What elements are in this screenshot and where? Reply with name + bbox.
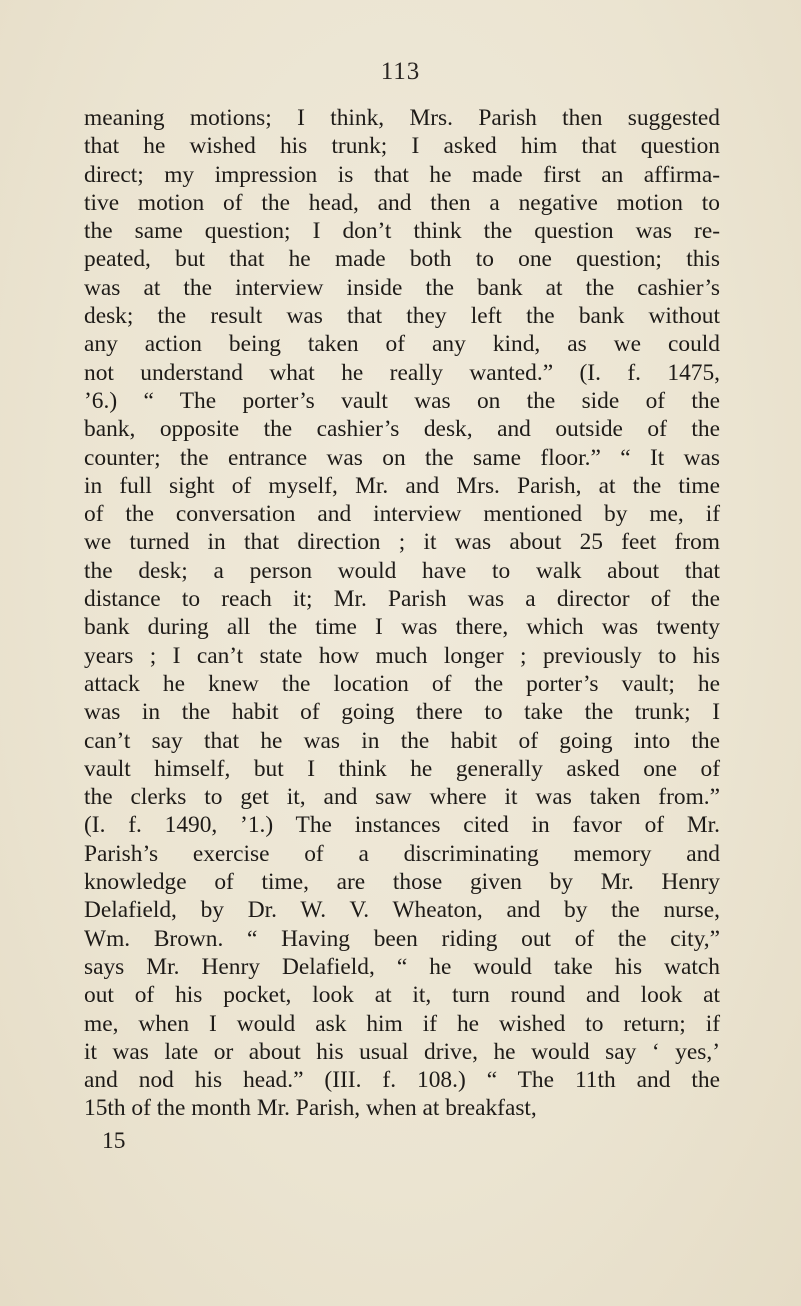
text-line: the same question; I don’t think the question was re- [84, 218, 720, 245]
text-line: years ; I can’t state how much longer ; previously to his [84, 642, 720, 669]
text-line: was at the interview inside the bank at the cashier’s [84, 274, 720, 301]
body-text [84, 104, 720, 1123]
text-line: in full sight of myself, Mr. and Mrs. Parish, at the time [84, 472, 720, 499]
text-line: the clerks to get it, and saw where it was taken from.” [84, 784, 720, 811]
text-line: bank, opposite the cashier’s desk, and outside of the [84, 416, 720, 443]
text-line: the desk; a person would have to walk about that [84, 557, 720, 584]
page-number: 113 [380, 58, 421, 85]
text-line: distance to reach it; Mr. Parish was a director of the [84, 586, 720, 613]
text-line: was in the habit of going there to take the trunk; I [84, 699, 720, 726]
text-line: attack he knew the location of the porter’s vault; he [84, 670, 720, 697]
signature-mark: 15 [102, 1128, 126, 1154]
text-line: Parish’s exercise of a discriminating memory and [84, 840, 720, 867]
text-line: that he wished his trunk; I asked him that question [84, 133, 720, 160]
text-line: we turned in that direction ; it was about 25 feet from [84, 529, 720, 556]
text-line: tive motion of the head, and then a negative motion to [84, 189, 720, 216]
text-line: (I. f. 1490, ’1.) The instances cited in favor of Mr. [84, 812, 720, 839]
text-line: Delafield, by Dr. W. V. Wheaton, and by the nurse, [84, 897, 720, 924]
text-line: not understand what he really wanted.” (I. f. 1475, [84, 359, 720, 386]
text-line: out of his pocket, look at it, turn round and look at [84, 982, 720, 1009]
text-line: knowledge of time, are those given by Mr. Henry [84, 869, 720, 896]
text-line: counter; the entrance was on the same floor.” “ It was [84, 444, 720, 471]
text-line: says Mr. Henry Delafield, “ he would take his watch [84, 953, 720, 980]
text-line: Wm. Brown. “ Having been riding out of the city,” [84, 925, 720, 952]
text-line: me, when I would ask him if he wished to return; if [84, 1010, 720, 1037]
text-line: any action being taken of any kind, as we could [84, 331, 720, 358]
text-line: bank during all the time I was there, which was twenty [84, 614, 720, 641]
text-line: can’t say that he was in the habit of going into the [84, 727, 720, 754]
text-line: desk; the result was that they left the bank without [84, 303, 720, 330]
text-line: ’6.) “ The porter’s vault was on the side of the [84, 387, 720, 414]
text-line: and nod his head.” (III. f. 108.) “ The 11th and the [84, 1067, 720, 1094]
text-line: 15th of the month Mr. Parish, when at breakfast, [84, 1095, 537, 1122]
text-line: direct; my impression is that he made first an affirma- [84, 161, 720, 188]
text-line: vault himself, but I think he generally asked one of [84, 755, 720, 782]
text-line: peated, but that he made both to one question; this [84, 246, 720, 273]
text-line: of the conversation and interview mentioned by me, if [84, 501, 720, 528]
text-line: meaning motions; I think, Mrs. Parish then suggested [84, 105, 720, 131]
text-line: it was late or about his usual drive, he would say ‘ yes,’ [84, 1038, 720, 1065]
